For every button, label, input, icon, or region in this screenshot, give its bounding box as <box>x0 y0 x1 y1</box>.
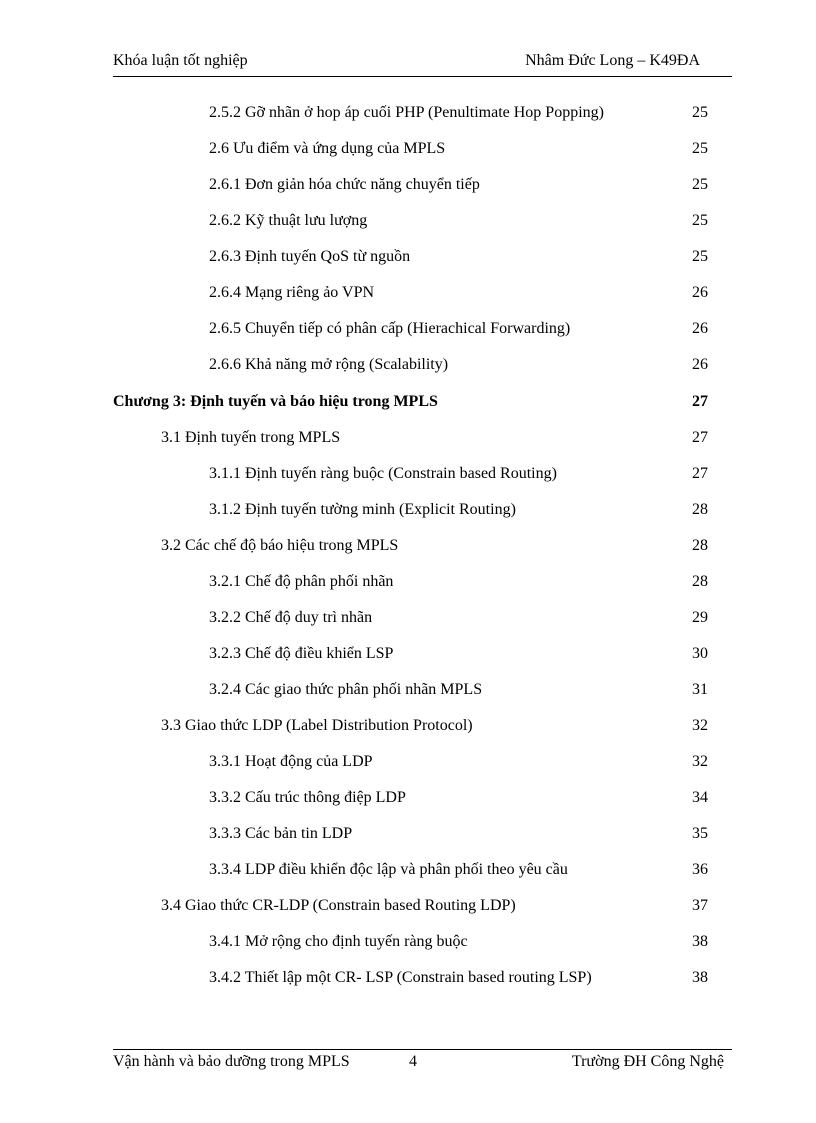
toc-entry-page: 38 <box>692 969 708 986</box>
toc-entry-3-2-3 <box>0 642 816 666</box>
toc-entry-page: 30 <box>692 645 708 662</box>
toc-entry-title: 3.1 Định tuyến trong MPLS <box>161 429 341 446</box>
toc-entry-page: 27 <box>692 429 708 446</box>
toc-entry-page: 25 <box>692 248 708 265</box>
toc-entry-3-3-4 <box>0 858 816 882</box>
footer-page-number: 4 <box>409 1053 417 1070</box>
toc-entry-title: 3.3 Giao thức LDP (Label Distribution Protocol) <box>161 717 473 734</box>
toc-entry-page: 37 <box>692 897 708 914</box>
toc-entry-page: 32 <box>692 753 708 770</box>
toc-entry-3-2 <box>0 534 816 558</box>
toc-entry-page: 25 <box>692 212 708 229</box>
toc-entry-3-1-2 <box>0 498 816 522</box>
toc-entry-page: 25 <box>692 104 708 121</box>
toc-entry-title: 3.3.3 Các bản tin LDP <box>209 825 353 842</box>
toc-entry-title: 2.6.6 Khả năng mở rộng (Scalability) <box>209 356 449 373</box>
toc-entry-title: 3.4 Giao thức CR-LDP (Constrain based Routing LDP) <box>161 897 516 914</box>
page-footer <box>113 1049 732 1076</box>
toc-entry-title: 3.4.1 Mở rộng cho định tuyến ràng buộc <box>209 933 468 950</box>
toc-entry-2-6-6 <box>0 353 816 377</box>
toc-entry-page: 28 <box>692 501 708 518</box>
toc-entry-3-1-1 <box>0 462 816 486</box>
toc-entry-title: 2.6.3 Định tuyến QoS từ nguồn <box>209 248 411 265</box>
toc-entry-page: 27 <box>692 393 708 410</box>
toc-entry-3-4-2 <box>0 966 816 990</box>
toc-entry-page: 28 <box>692 537 708 554</box>
toc-entry-title: 2.6 Ưu điểm và ứng dụng của MPLS <box>209 140 446 157</box>
toc-entry-3-2-1 <box>0 570 816 594</box>
toc-entry-title: 3.2.2 Chế độ duy trì nhãn <box>209 609 373 626</box>
toc-entry-page: 35 <box>692 825 708 842</box>
toc-entry-page: 26 <box>692 356 708 373</box>
toc-entry-page: 28 <box>692 573 708 590</box>
toc-entry-page: 25 <box>692 140 708 157</box>
footer-thesis-title: Vận hành và bảo dưỡng trong MPLS <box>113 1053 350 1070</box>
toc-entry-3-3-3 <box>0 822 816 846</box>
toc-entry-title: 2.6.1 Đơn giản hóa chức năng chuyển tiếp <box>209 176 480 193</box>
toc-entry-2-6-1 <box>0 173 816 197</box>
toc-entry-2-6-2 <box>0 209 816 233</box>
toc-entry-2-5-2 <box>0 101 816 125</box>
toc-entry-page: 26 <box>692 284 708 301</box>
toc-entry-3-2-4 <box>0 678 816 702</box>
toc-entry-title: 3.3.2 Cấu trúc thông điệp LDP <box>209 789 406 806</box>
toc-entry-page: 38 <box>692 933 708 950</box>
toc-entry-3-2-2 <box>0 606 816 630</box>
toc-entry-title: 3.3.4 LDP điều khiển độc lập và phân phối theo yêu cầu <box>209 861 568 878</box>
toc-entry-page: 36 <box>692 861 708 878</box>
toc-entry-title: 3.2.3 Chế độ điều khiển LSP <box>209 645 394 662</box>
toc-entry-page: 27 <box>692 465 708 482</box>
toc-entry-title: 3.2.1 Chế độ phân phối nhãn <box>209 573 394 590</box>
toc-entry-title: 2.5.2 Gỡ nhãn ở hop áp cuối PHP (Penultimate Hop Popping) <box>209 104 604 121</box>
footer-university: Trường ĐH Công Nghệ <box>571 1053 724 1070</box>
toc-entry-title: 2.6.2 Kỹ thuật lưu lượng <box>209 212 368 229</box>
toc-entry-page: 32 <box>692 717 708 734</box>
toc-chapter-3 <box>0 390 816 414</box>
toc-entry-title: 2.6.5 Chuyển tiếp có phân cấp (Hierachical Forwarding) <box>209 320 571 337</box>
toc-entry-title: 2.6.4 Mạng riêng ảo VPN <box>209 284 375 301</box>
toc-entry-2-6 <box>0 137 816 161</box>
toc-entry-3-3 <box>0 714 816 738</box>
toc-entry-title: 3.1.1 Định tuyến ràng buộc (Constrain based Routing) <box>209 465 557 482</box>
toc-entry-title: 3.2.4 Các giao thức phân phối nhãn MPLS <box>209 681 483 698</box>
toc-entry-title: 3.2 Các chế độ báo hiệu trong MPLS <box>161 537 399 554</box>
toc-entry-3-4 <box>0 894 816 918</box>
toc-chapter-title: Chương 3: Định tuyến và báo hiệu trong MPLS <box>113 393 438 410</box>
toc-entry-page: 31 <box>692 681 708 698</box>
toc-entry-2-6-4 <box>0 281 816 305</box>
toc-entry-3-3-2 <box>0 786 816 810</box>
toc-entry-page: 25 <box>692 176 708 193</box>
toc-entry-title: 3.4.2 Thiết lập một CR- LSP (Constrain based routing LSP) <box>209 969 592 986</box>
toc-entry-2-6-3 <box>0 245 816 269</box>
toc-entry-3-4-1 <box>0 930 816 954</box>
toc-entry-title: 3.1.2 Định tuyến tường minh (Explicit Routing) <box>209 501 516 518</box>
toc-entry-3-3-1 <box>0 750 816 774</box>
toc-entry-2-6-5 <box>0 317 816 341</box>
toc-entry-page: 29 <box>692 609 708 626</box>
toc-entry-title: 3.3.1 Hoạt động của LDP <box>209 753 373 770</box>
toc-entry-page: 34 <box>692 789 708 806</box>
toc-entry-page: 26 <box>692 320 708 337</box>
toc-entry-3-1 <box>0 426 816 450</box>
header-thesis-label: Khóa luận tốt nghiệp <box>113 52 248 69</box>
header-author: Nhâm Đức Long – K49ĐA <box>525 52 700 69</box>
